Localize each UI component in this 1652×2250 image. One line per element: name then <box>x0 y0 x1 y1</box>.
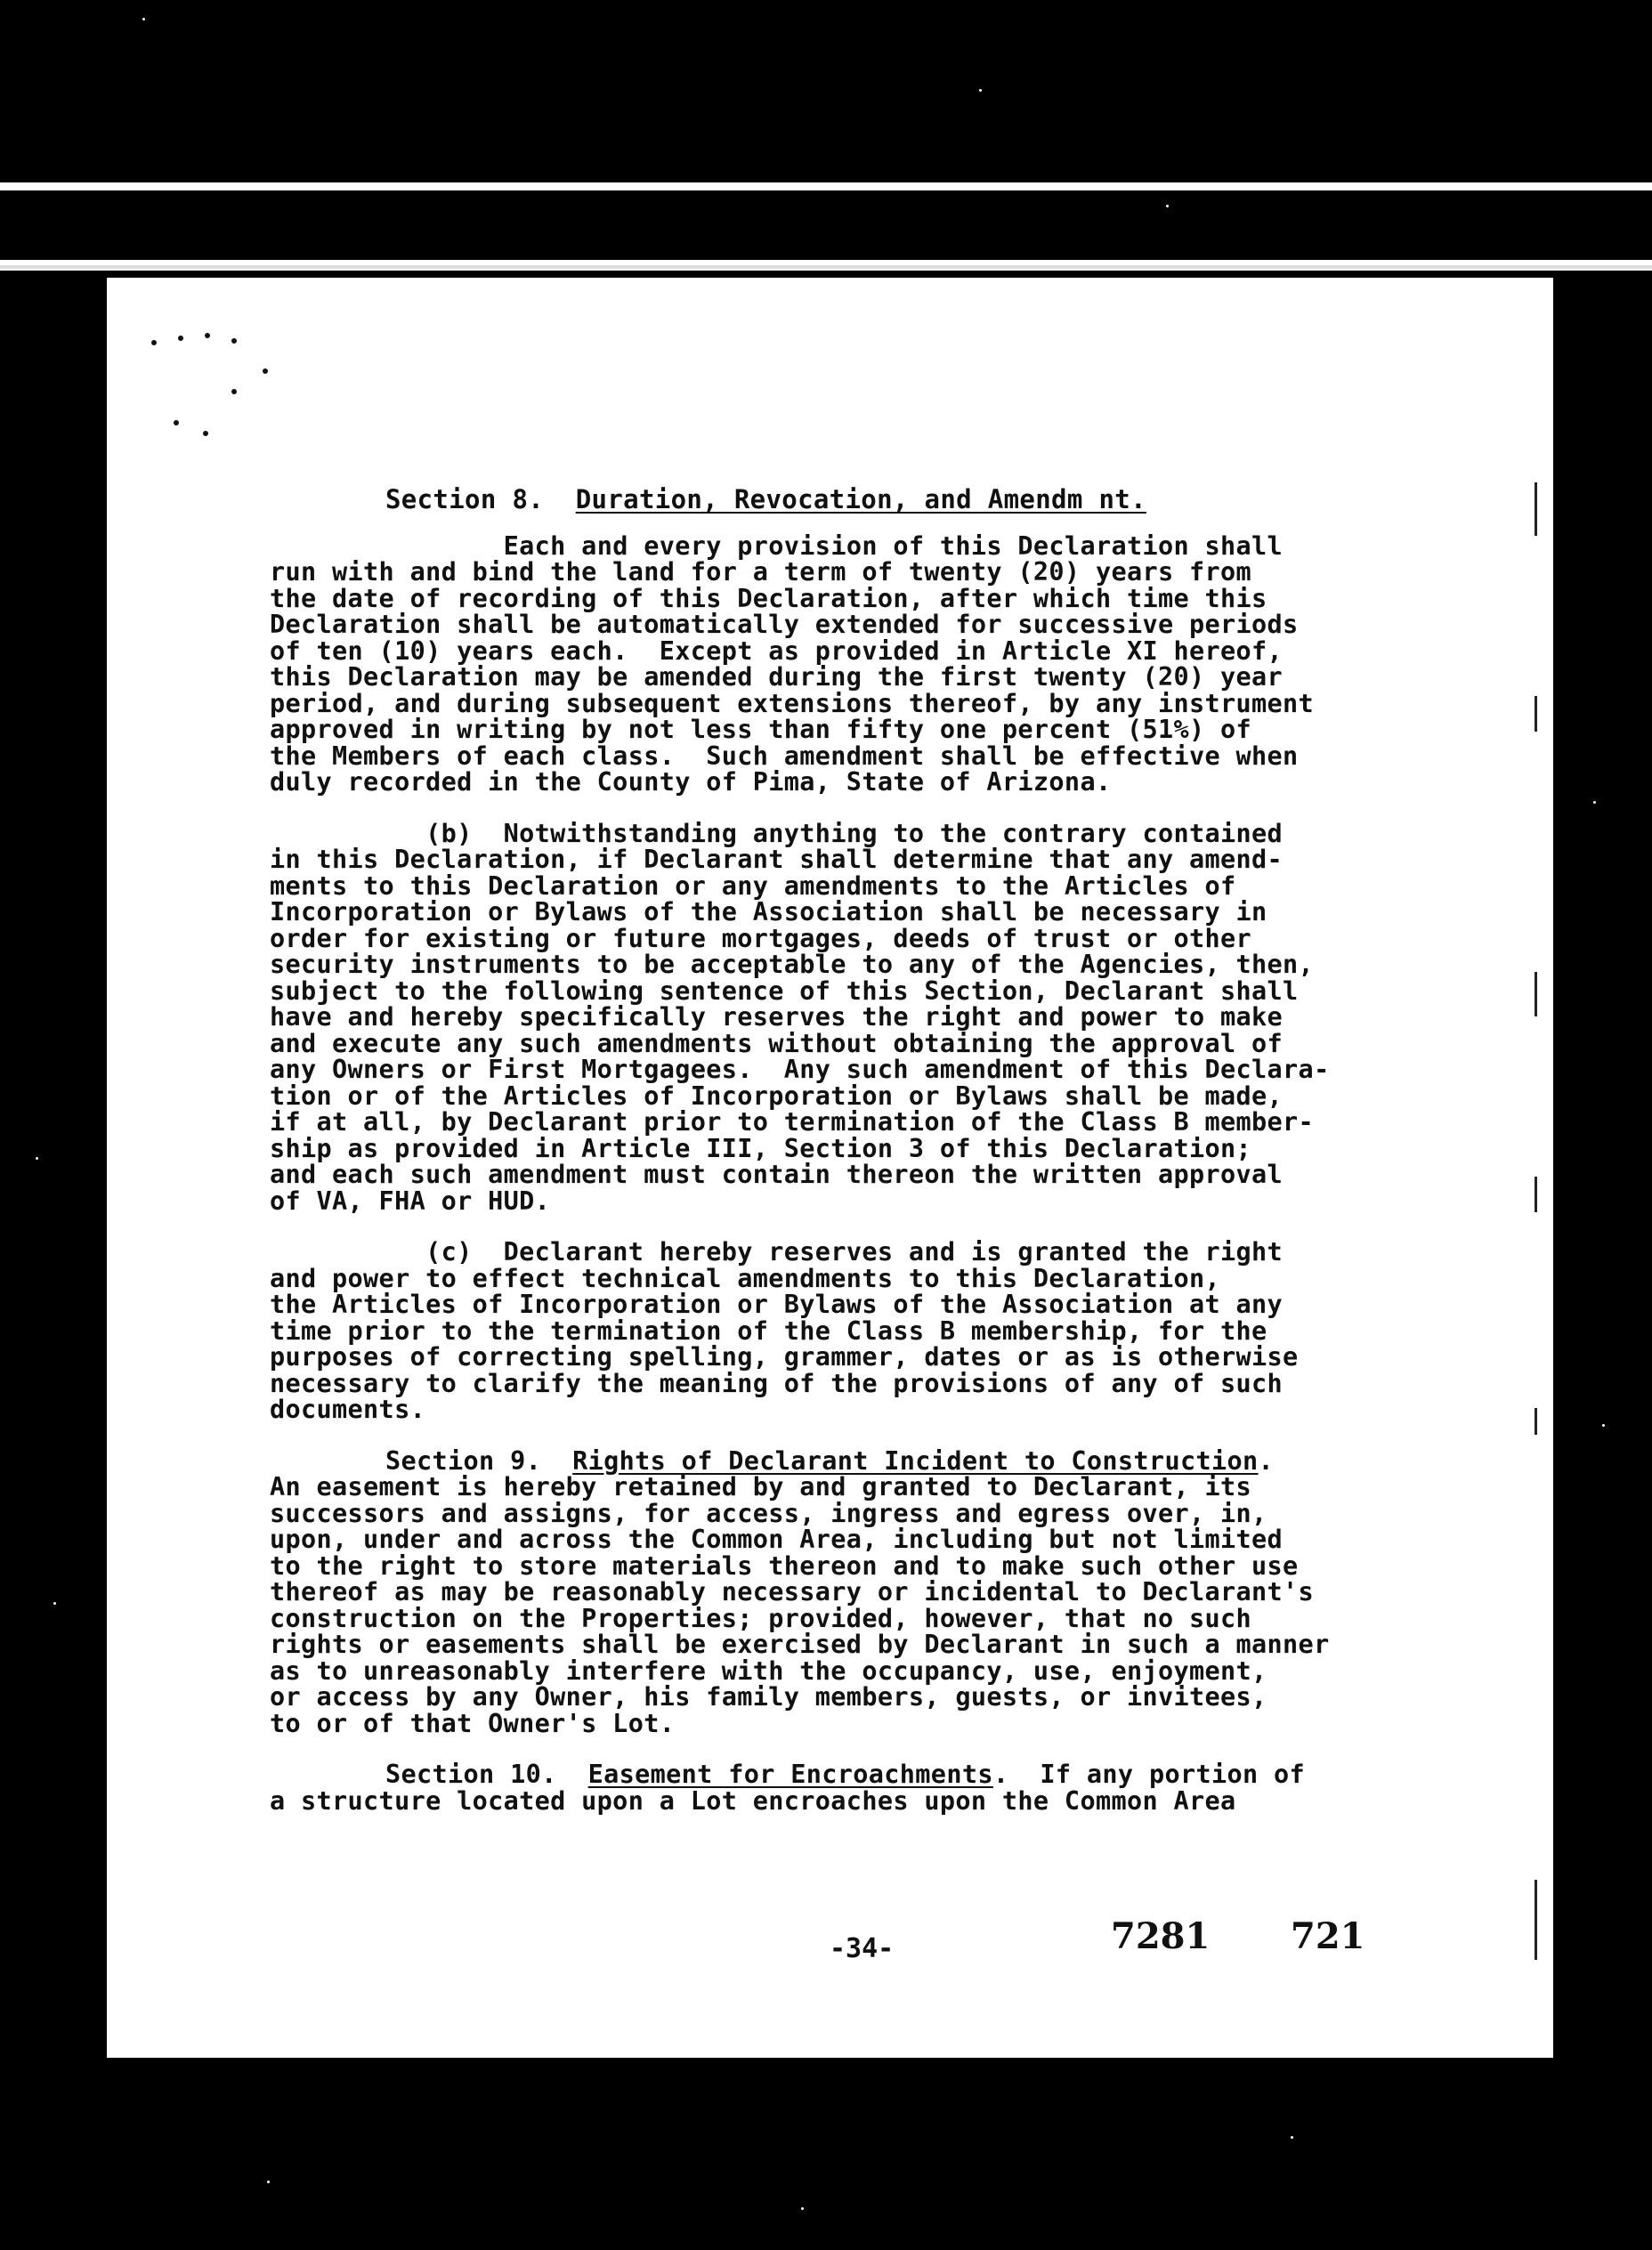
page-footer <box>107 1915 1553 1969</box>
page-number: -34- <box>830 1933 895 1964</box>
section-8-paragraph-b: (b) Notwithstanding anything to the contrary contained in this Declaration, if Declarant shall determine that any amend- ments to this Declaration or any amendments to the Articles of Incorporation or Bylaws of the Association shall be necessary in order for existing or future mortgages, deeds of trust or other security instruments to be acceptable to any of the Agencies, then, subject to the following sentence of this Section, Declarant shall have and hereby specifically reserves the right and power to make and execute any such amendments without obtaining the approval of any Owners or First Mortgagees. Any such amendment of this Declara- tion or of the Articles of Incorporation or Bylaws shall be made, if at all, by Declarant prior to termination of the Class B member- ship as provided in Article III, Section 3 of this Declaration; and each such amendment must contain thereon the written approval of VA, FHA or HUD. <box>270 818 1330 1216</box>
scan-edge-mark <box>1535 1408 1537 1435</box>
section-10-body: a structure located upon a Lot encroaches upon the Common Area <box>270 1785 1236 1816</box>
margin-speck <box>231 338 237 344</box>
recording-book-number: 7281 <box>1111 1915 1211 1957</box>
section-10-title: Easement for Encroachments <box>587 1760 993 1789</box>
margin-speck <box>151 340 157 345</box>
document-page <box>107 278 1553 2058</box>
section-9-title: Rights of Declarant Incident to Construction <box>572 1445 1259 1476</box>
section-9-heading: Section 9. Rights of Declarant Incident to Construction. <box>385 1445 1275 1476</box>
scan-edge-mark <box>1535 696 1537 732</box>
scan-edge-mark <box>1535 1177 1537 1212</box>
section-8-paragraph-c: (c) Declarant hereby reserves and is granted the right and power to effect technical amendments to this Declaration, the Articles of Incorporation or Bylaws of the Association at any time prior to the termination of the Class B membership, for the purposes of correcting spelling, grammer, dates or as is otherwise necessary to clarify the meaning of the provisions of any of such documents. <box>270 1237 1299 1424</box>
scan-artifact-line <box>0 182 1652 190</box>
scan-artifact-line <box>0 265 1652 269</box>
section-9-body: An easement is hereby retained by and granted to Declarant, its successors and assigns, for access, ingress and egress over, in, upon, under and across the Common Area, including but not limited to the right to store materials thereon and to make such other use thereof as may be reasonably necessary or incidental to Declarant's construction on the Properties; provided, however, that no such rights or easements shall be exercised by Declarant in such a manner as to unreasonably interfere with the occupancy, use, enjoyment, or access by any Owner, his family members, guests, or invitees, to or of that Owner's Lot. <box>270 1472 1330 1738</box>
section-9-number: Section 9. <box>385 1445 542 1476</box>
recording-page-number: 721 <box>1291 1915 1365 1957</box>
section-8-number: Section 8. <box>385 484 545 514</box>
margin-speck <box>203 431 208 436</box>
scan-edge-mark <box>1535 972 1537 1016</box>
margin-speck <box>205 333 210 338</box>
scan-edge-mark <box>1535 482 1537 536</box>
margin-speck <box>178 336 183 341</box>
section-10-lead: If any portion of <box>1040 1760 1306 1789</box>
margin-speck <box>263 368 268 374</box>
section-10-number: Section 10. <box>385 1760 557 1789</box>
margin-speck <box>231 389 237 394</box>
section-8-paragraph-a: Each and every provision of this Declaration shall run with and bind the land for a term of twenty (20) years from the date of recording of this Declaration, after which time this Declaration shall be automatically extended for successive periods of ten (10) years each. Except as provided in Article XI hereof, this Declaration may be amended during the first twenty (20) year period, and during subsequent extensions thereof, by any instrument approved in writing by not less than fifty one percent (51%) of the Members of each class. Such amendment shall be effective when duly recorded in the County of Pima, State of Arizona. <box>270 530 1315 797</box>
section-8-heading <box>385 484 1454 514</box>
section-10-heading: Section 10. Easement for Encroachments. If any portion of <box>385 1760 1306 1789</box>
document-body <box>270 484 1454 1839</box>
margin-speck <box>174 420 179 425</box>
section-8-title: Duration, Revocation, and Amendm nt. <box>575 484 1146 514</box>
